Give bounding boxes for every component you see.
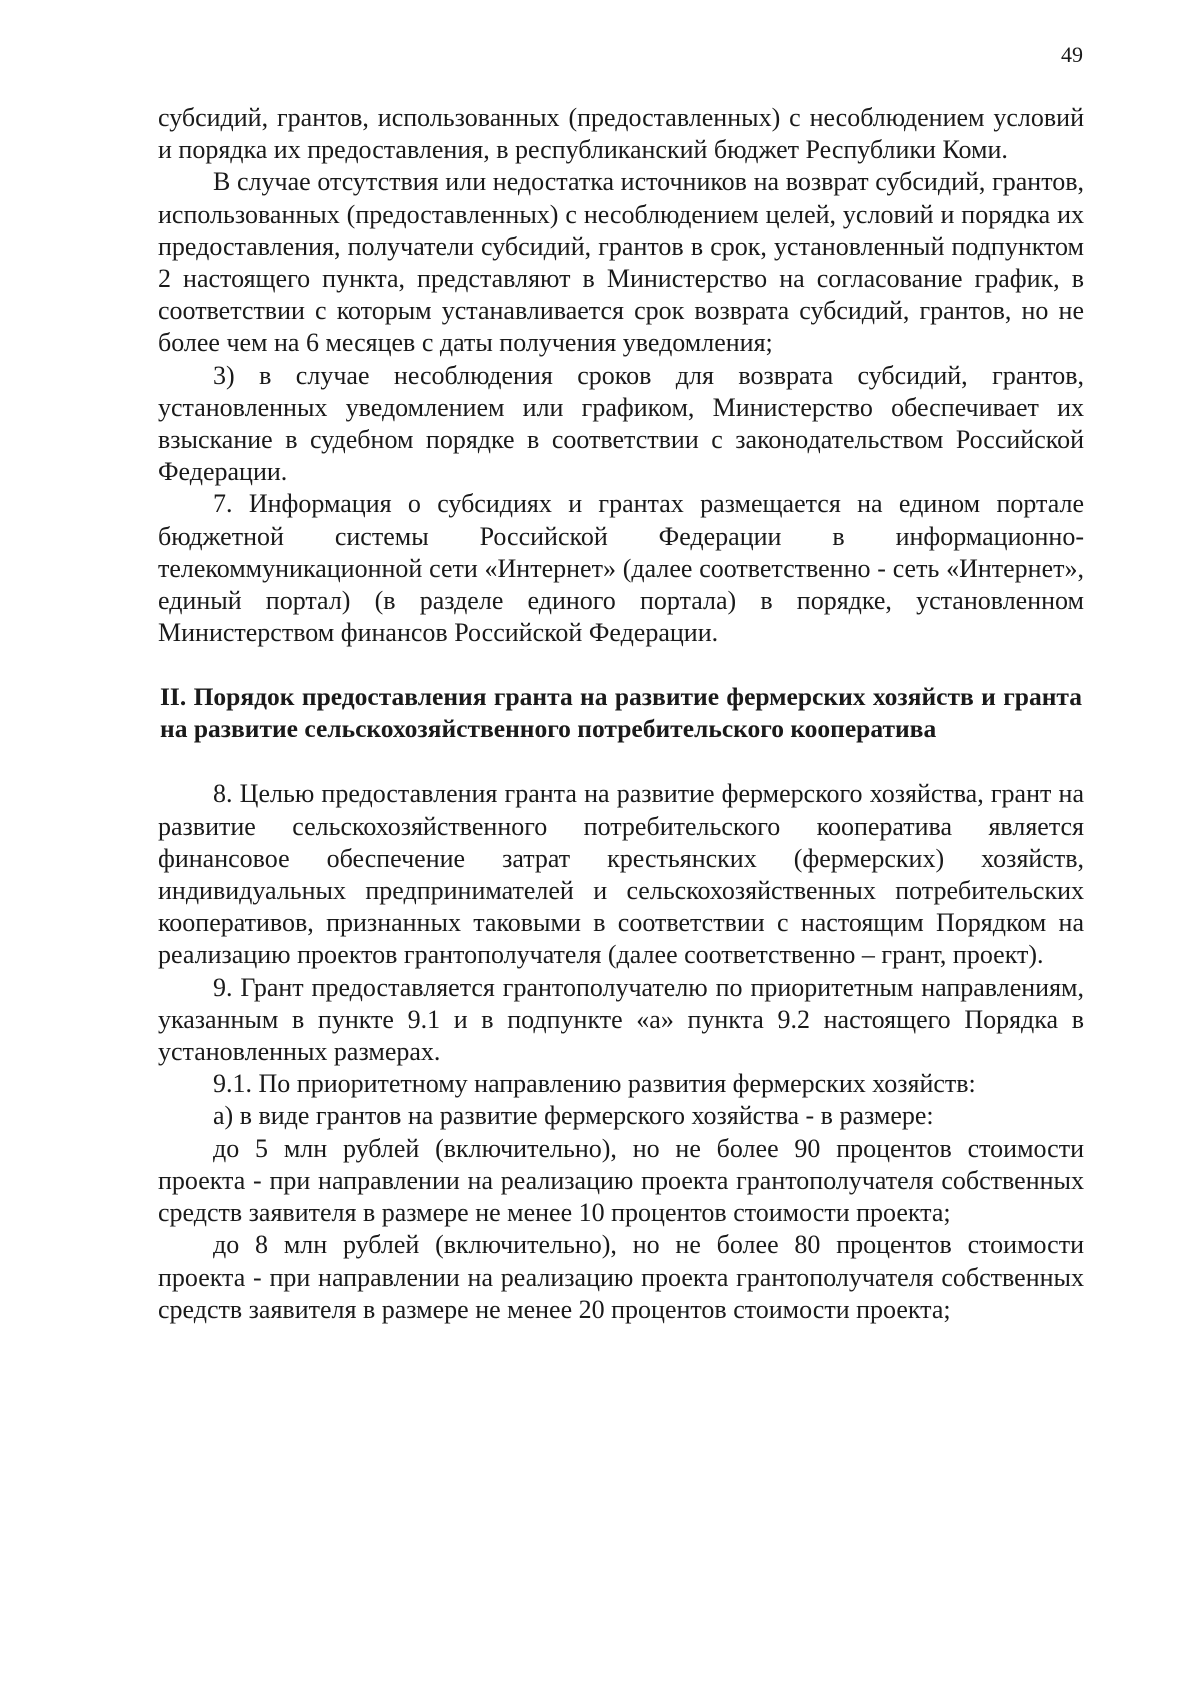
paragraph-item-9-1: 9.1. По приоритетному направлению развития фермерских хозяйств:	[213, 1069, 976, 1099]
blank-line	[158, 745, 1084, 778]
paragraph-item-9: 9. Грант предоставляется грантополучателю по приоритетным направлениям, указанным в пункте 9.1 и в подпункте «а» пункта 9.2 настоящего Порядка в установленных размерах.	[158, 972, 1084, 1067]
paragraph: В случае отсутствия или недостатка источников на возврат субсидий, грантов, использованных (предоставленных) с несоблюдением целей, условий и порядка их предоставления, получатели субсидий, грантов в срок, установленный подпунктом 2 настоящего пункта, представляют в Министерство на согласование график, в соответствии с которым устанавливается срок возврата субсидий, грантов, но не более чем на 6 месяцев с даты получения уведомления;	[158, 167, 1084, 358]
paragraph: до 5 млн рублей (включительно), но не более 90 процентов стоимости проекта - при направлении на реализацию проекта грантополучателя собственных средств заявителя в размере не менее 10 процентов стоимости проекта;	[158, 1133, 1084, 1228]
paragraph: 3) в случае несоблюдения сроков для возврата субсидий, грантов, установленных уведомлением или графиком, Министерство обеспечивает их взыскание в судебном порядке в соответствии с законодательством Российской Федерации.	[158, 360, 1084, 487]
paragraph: до 8 млн рублей (включительно), но не более 80 процентов стоимости проекта - при направлении на реализацию проекта грантополучателя собственных средств заявителя в размере не менее 20 процентов стоимости проекта;	[158, 1230, 1084, 1324]
paragraph-item-8: 8. Целью предоставления гранта на развитие фермерского хозяйства, грант на развитие сельскохозяйственного потребительского кооператива является финансовое обеспечение затрат крестьянских (фермерских) хозяйств, индивидуальных предпринимателей и сельскохозяйственных потребительских кооперативов, признанных таковыми в соответствии с настоящим Порядком на реализацию проектов грантополучателя (далее соответственно – грант, проект).	[158, 779, 1084, 970]
page-number: 49	[1061, 42, 1083, 67]
paragraph-continuation: субсидий, грантов, использованных (предоставленных) с несоблюдением условий и порядка их предоставления, в республиканский бюджет Республики Коми.	[158, 103, 1084, 165]
paragraph-item-7: 7. Информация о субсидиях и грантах размещается на едином портале бюджетной системы Российской Федерации в информационно-телекоммуникационной сети «Интернет» (далее соответственно - сеть «Интернет», единый портал) (в разделе единого портала) в порядке, установленном Министерством финансов Российской Федерации.	[158, 489, 1084, 648]
section-heading: II. Порядок предоставления гранта на развитие фермерских хозяйств и гранта на развитие сельскохозяйственного потребительского кооператива	[160, 682, 1082, 744]
blank-line	[158, 649, 1084, 681]
paragraph-subitem-a: а) в виде грантов на развитие фермерского хозяйства - в размере:	[213, 1101, 934, 1131]
document-body	[158, 102, 1084, 1326]
